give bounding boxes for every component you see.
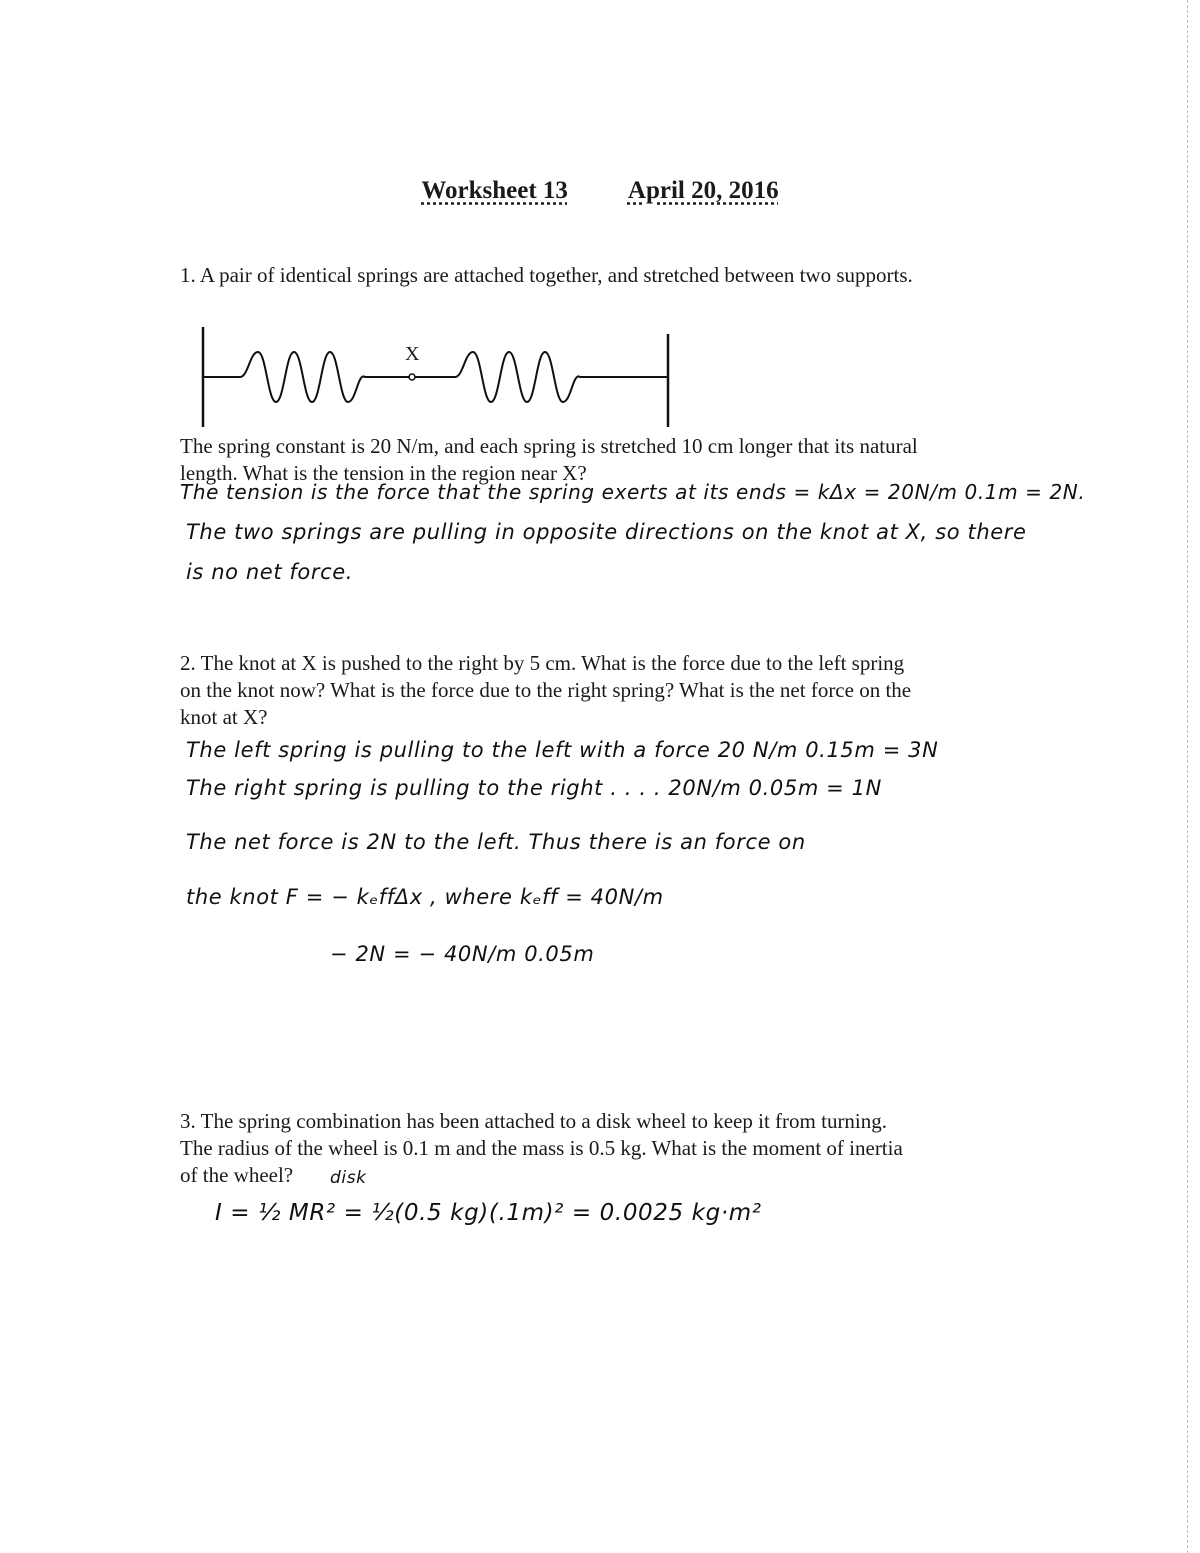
q1-text-line1: The spring constant is 20 N/m, and each spring is stretched 10 cm longer that its natural bbox=[180, 434, 918, 458]
q3-text-line3: of the wheel? bbox=[180, 1163, 294, 1187]
q3-text-line1: 3. The spring combination has been attached to a disk wheel to keep it from turning. bbox=[180, 1109, 888, 1133]
worksheet-name: Worksheet 13 bbox=[421, 177, 568, 204]
scan-edge bbox=[1187, 0, 1194, 1553]
knot-label: X bbox=[405, 343, 420, 365]
q1-answer-line1: The tension is the force that the spring exerts at its ends = kΔx = 20N/m 0.1m = 2N. bbox=[180, 480, 1086, 504]
q2-text-line3: knot at X? bbox=[180, 705, 268, 729]
right-spring bbox=[415, 352, 668, 402]
q2-answer-line5: − 2N = − 40N/m 0.05m bbox=[330, 942, 595, 966]
q2-text-line1: 2. The knot at X is pushed to the right by 5 cm. What is the force due to the left spring bbox=[180, 651, 905, 675]
q3-answer-note: disk bbox=[330, 1168, 367, 1188]
left-spring bbox=[203, 352, 410, 402]
q2-answer-line1: The left spring is pulling to the left with a force 20 N/m 0.15m = 3N bbox=[186, 738, 939, 762]
page-title bbox=[0, 177, 1200, 205]
q1-answer-line3: is no net force. bbox=[186, 560, 354, 584]
q1-text-line2: length. What is the tension in the region near X? bbox=[180, 461, 587, 485]
q3-text-line2: The radius of the wheel is 0.1 m and the mass is 0.5 kg. What is the moment of inertia bbox=[180, 1136, 903, 1160]
q2-answer-line3: The net force is 2N to the left. Thus there is an force on bbox=[186, 830, 806, 854]
q2-answer-line4: the knot F = − kₑffΔx , where kₑff = 40N/m bbox=[186, 885, 664, 909]
worksheet-date: April 20, 2016 bbox=[627, 177, 779, 204]
q2-answer-line2: The right spring is pulling to the right . . . . 20N/m 0.05m = 1N bbox=[186, 776, 882, 800]
q1-prompt: 1. A pair of identical springs are attached together, and stretched between two supports. bbox=[180, 263, 913, 287]
q1-answer-line2: The two springs are pulling in opposite directions on the knot at X, so there bbox=[186, 520, 1027, 544]
q2-text-line2: on the knot now? What is the force due to the right spring? What is the net force on the bbox=[180, 678, 912, 702]
q3-answer: I = ½ MR² = ½(0.5 kg)(.1m)² = 0.0025 kg·m² bbox=[215, 1200, 762, 1226]
spring-diagram bbox=[190, 322, 690, 432]
